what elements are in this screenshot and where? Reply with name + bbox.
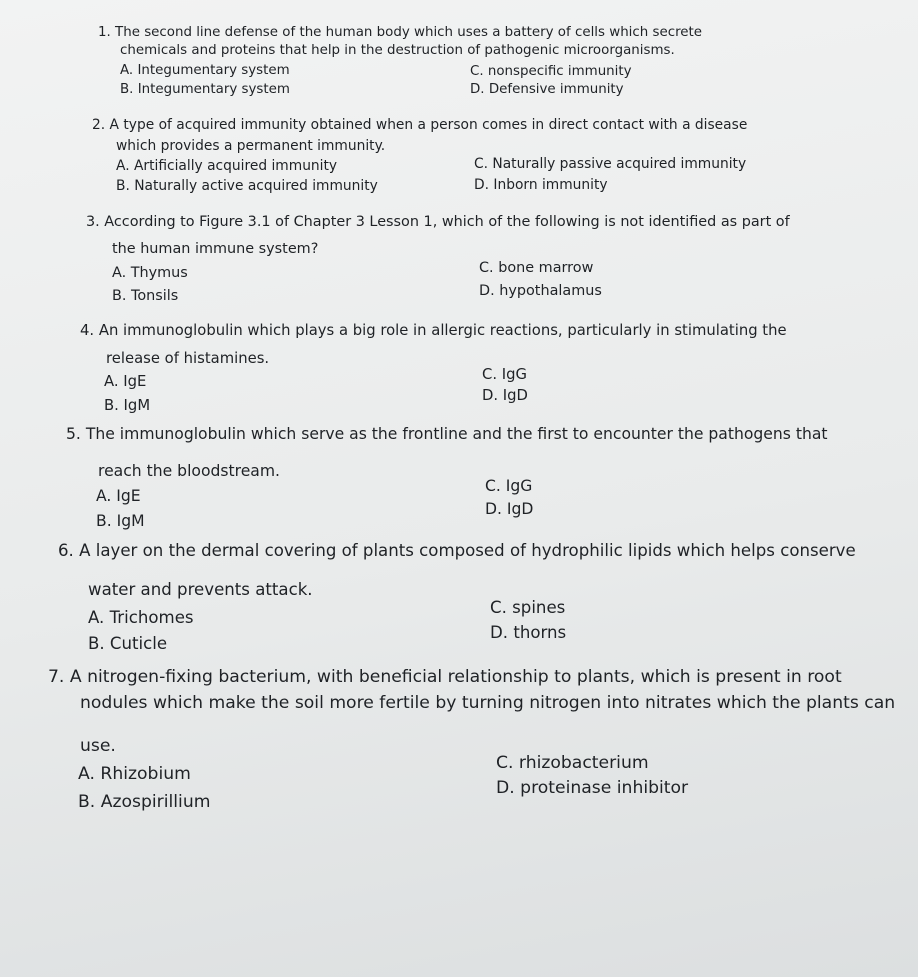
question-4-stem-line-1: 4. An immunoglobulin which plays a big role in allergic reactions, particularly in stimulating the [80,322,787,339]
question-4-stem-line-2: release of histamines. [106,350,270,367]
question-2-stem-line-2: which provides a permanent immunity. [116,138,386,154]
question-5-stem-line-2: reach the bloodstream. [98,462,280,480]
question-2-option-c: C. Naturally passive acquired immunity [474,156,747,172]
question-1-stem-line-2: chemicals and proteins that help in the destruction of pathogenic microorganisms. [120,43,675,58]
question-7-option-a: A. Rhizobium [78,764,191,784]
question-5-option-c: C. IgG [485,477,533,495]
question-1-option-a: A. Integumentary system [120,63,290,78]
question-5-option-d: D. IgD [485,500,534,518]
question-4-option-c: C. IgG [482,366,527,383]
question-6-option-d: D. thorns [490,623,567,642]
question-2-option-d: D. Inborn immunity [474,177,608,193]
question-7-option-c: C. rhizobacterium [496,753,649,773]
question-3-option-d: D. hypothalamus [479,283,602,299]
question-1-option-c: C. nonspecific immunity [470,64,632,79]
question-4-option-a: A. IgE [104,373,147,390]
question-6-option-b: B. Cuticle [88,634,168,653]
question-6-stem-line-1: 6. A layer on the dermal covering of plants composed of hydrophilic lipids which helps conserve [58,541,856,560]
question-7-stem-line-2: nodules which make the soil more fertile by turning nitrogen into nitrates which the plants can [80,693,896,713]
question-3-option-a: A. Thymus [112,265,188,281]
question-2-stem-line-1: 2. A type of acquired immunity obtained when a person comes in direct contact with a disease [92,117,748,133]
question-1-option-b: B. Integumentary system [120,82,290,97]
question-6-option-c: C. spines [490,598,566,617]
question-2-option-b: B. Naturally active acquired immunity [116,178,378,194]
question-7-option-d: D. proteinase inhibitor [496,778,689,798]
question-3-stem-line-1: 3. According to Figure 3.1 of Chapter 3 Lesson 1, which of the following is not identified as part of [86,214,790,230]
question-1-stem-line-1: 1. The second line defense of the human body which uses a battery of cells which secrete [98,25,703,40]
question-5-option-a: A. IgE [96,487,141,505]
question-6-stem-line-2: water and prevents attack. [88,580,313,599]
question-7-option-b: B. Azospirillium [78,792,211,812]
question-5-option-b: B. IgM [96,512,145,530]
question-2-option-a: A. Artificially acquired immunity [116,158,338,174]
question-5-stem-line-1: 5. The immunoglobulin which serve as the frontline and the first to encounter the pathogens that [66,425,828,443]
question-4-option-b: B. IgM [104,397,151,414]
question-1-option-d: D. Defensive immunity [470,82,624,97]
question-3-stem-line-2: the human immune system? [112,241,319,257]
question-6-option-a: A. Trichomes [88,608,194,627]
question-7-stem-line-1: 7. A nitrogen-fixing bacterium, with beneficial relationship to plants, which is present in root [48,667,842,687]
question-3-option-c: C. bone marrow [479,260,594,276]
question-3-option-b: B. Tonsils [112,288,179,304]
question-4-option-d: D. IgD [482,387,528,404]
question-7-stem-line-3: use. [80,736,116,756]
